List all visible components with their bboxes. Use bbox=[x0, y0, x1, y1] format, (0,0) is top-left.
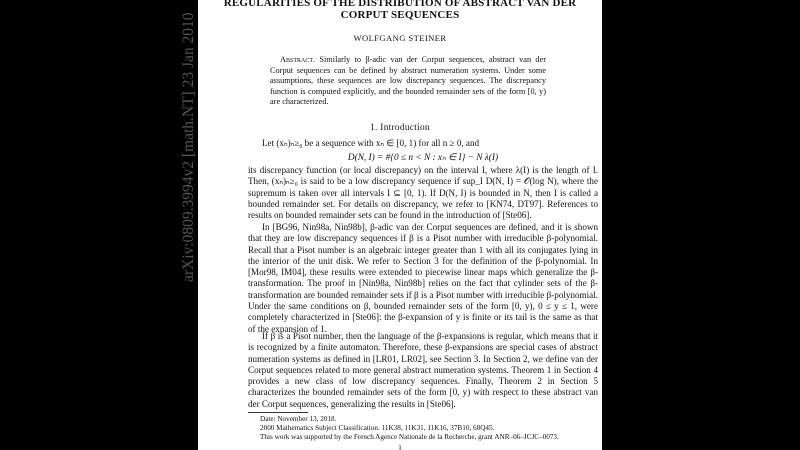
discrepancy-equation: D(N, I) = #{0 ≤ n < N : xₙ ∈ I} − N λ(I) bbox=[347, 153, 499, 163]
abstract-label: Abstract. bbox=[280, 55, 316, 64]
paragraph-4: If β is a Pisot number, then the language of the β-expansions is regular, which means that it is recognized by a finite automaton. Therefore, these β-expansions are special cases of abstract numeration systems as defined in [LR01, LR02], see Section 3. In Section 2, we define van der Corput sequences related to more general abstract numeration systems. Theorem 1 in Section 4 provides a new class of low discrepancy sequences. Finally, Theorem 2 in Section 5 characterizes the bounded remainder sets of the form [0, y) with respect to these abstract van der Corput sequences, generalizing the results in [Ste06]. bbox=[248, 331, 598, 409]
section-heading: 1. Introduction bbox=[370, 123, 430, 133]
abstract-block bbox=[270, 55, 546, 108]
author-name: WOLFGANG STEINER bbox=[353, 33, 447, 43]
paper-page bbox=[198, 0, 602, 450]
abstract-text: Similarly to β-adic van der Corput sequences, abstract van der Corput sequences can be defined by abstract numeration systems. Under some assumptions, these sequences are low discrepancy sequences. The discrepancy function is computed explicitly, and the bounded remainder sets of the form [0, y) are characterized. bbox=[270, 55, 546, 107]
footnote-msc: 2000 Mathematics Subject Classification. 11K38, 11K31, 11K16, 37B10, 68Q45. bbox=[260, 424, 495, 432]
footnote-support: This work was supported by the French Agence Nationale de la Recherche, grant ANR–06–JCJC–0073. bbox=[260, 433, 559, 441]
paragraph-3: In [BG96, Nin98a, Nin98b], β-adic van der Corput sequences are defined, and it is shown that they are low discrepancy sequences if β is a Pisot number with irreducible β-polynomial. Recall that a Pisot number is an algebraic integer greater than 1 with all its conjugates lying in the interior of the unit disk. We refer to Section 3 for the definition of the β-polynomial. In [Mor98, IM04], these results were extended to piecewise linear maps which generalize the β-transformation. The proof in [Nin98a, Nin98b] relies on the fact that cylinder sets of the β-transformation are bounded remainder sets if β is a Pisot number with irreducible β-polynomial. Under the same conditions on β, bounded remainder sets of the form [0, y), 0 ≤ y ≤ 1, were completely characterized in [Ste06]: the β-expansion of y is finite or its tail is the same as that of the expansion of 1. bbox=[248, 222, 598, 334]
footnote-date: Date: November 13, 2018. bbox=[260, 415, 337, 423]
page-number: 1 bbox=[398, 443, 402, 450]
paragraph-2: its discrepancy function (or local discrepancy) on the interval I, where λ(I) is the length of I. Then, (xₙ)ₙ≥₀ is said to be a low discrepancy sequence if sup_I D(N, I) = 𝒪(log N), where the supremum is taken over all intervals I ⊆ [0, 1). If D(N, I) is bounded in N, then I is called a bounded remainder set. For details on discrepancy, we refer to [KN74, DT97]. References to results on bounded remainder sets can be found in the introduction of [Ste06]. bbox=[248, 165, 598, 221]
footnote-rule bbox=[248, 412, 308, 413]
paper-title-line-1: REGULARITIES OF THE DISTRIBUTION OF ABSTRACT VAN DER bbox=[223, 0, 577, 9]
paragraph-1: Let (xₙ)ₙ≥₀ be a sequence with xₙ ∈ [0, 1) for all n ≥ 0, and bbox=[262, 138, 480, 148]
paper-title-line-2: CORPUT SEQUENCES bbox=[340, 9, 460, 21]
arxiv-identifier: arXiv:0809.3994v2 [math.NT] 23 Jan 2010 bbox=[180, 12, 197, 282]
